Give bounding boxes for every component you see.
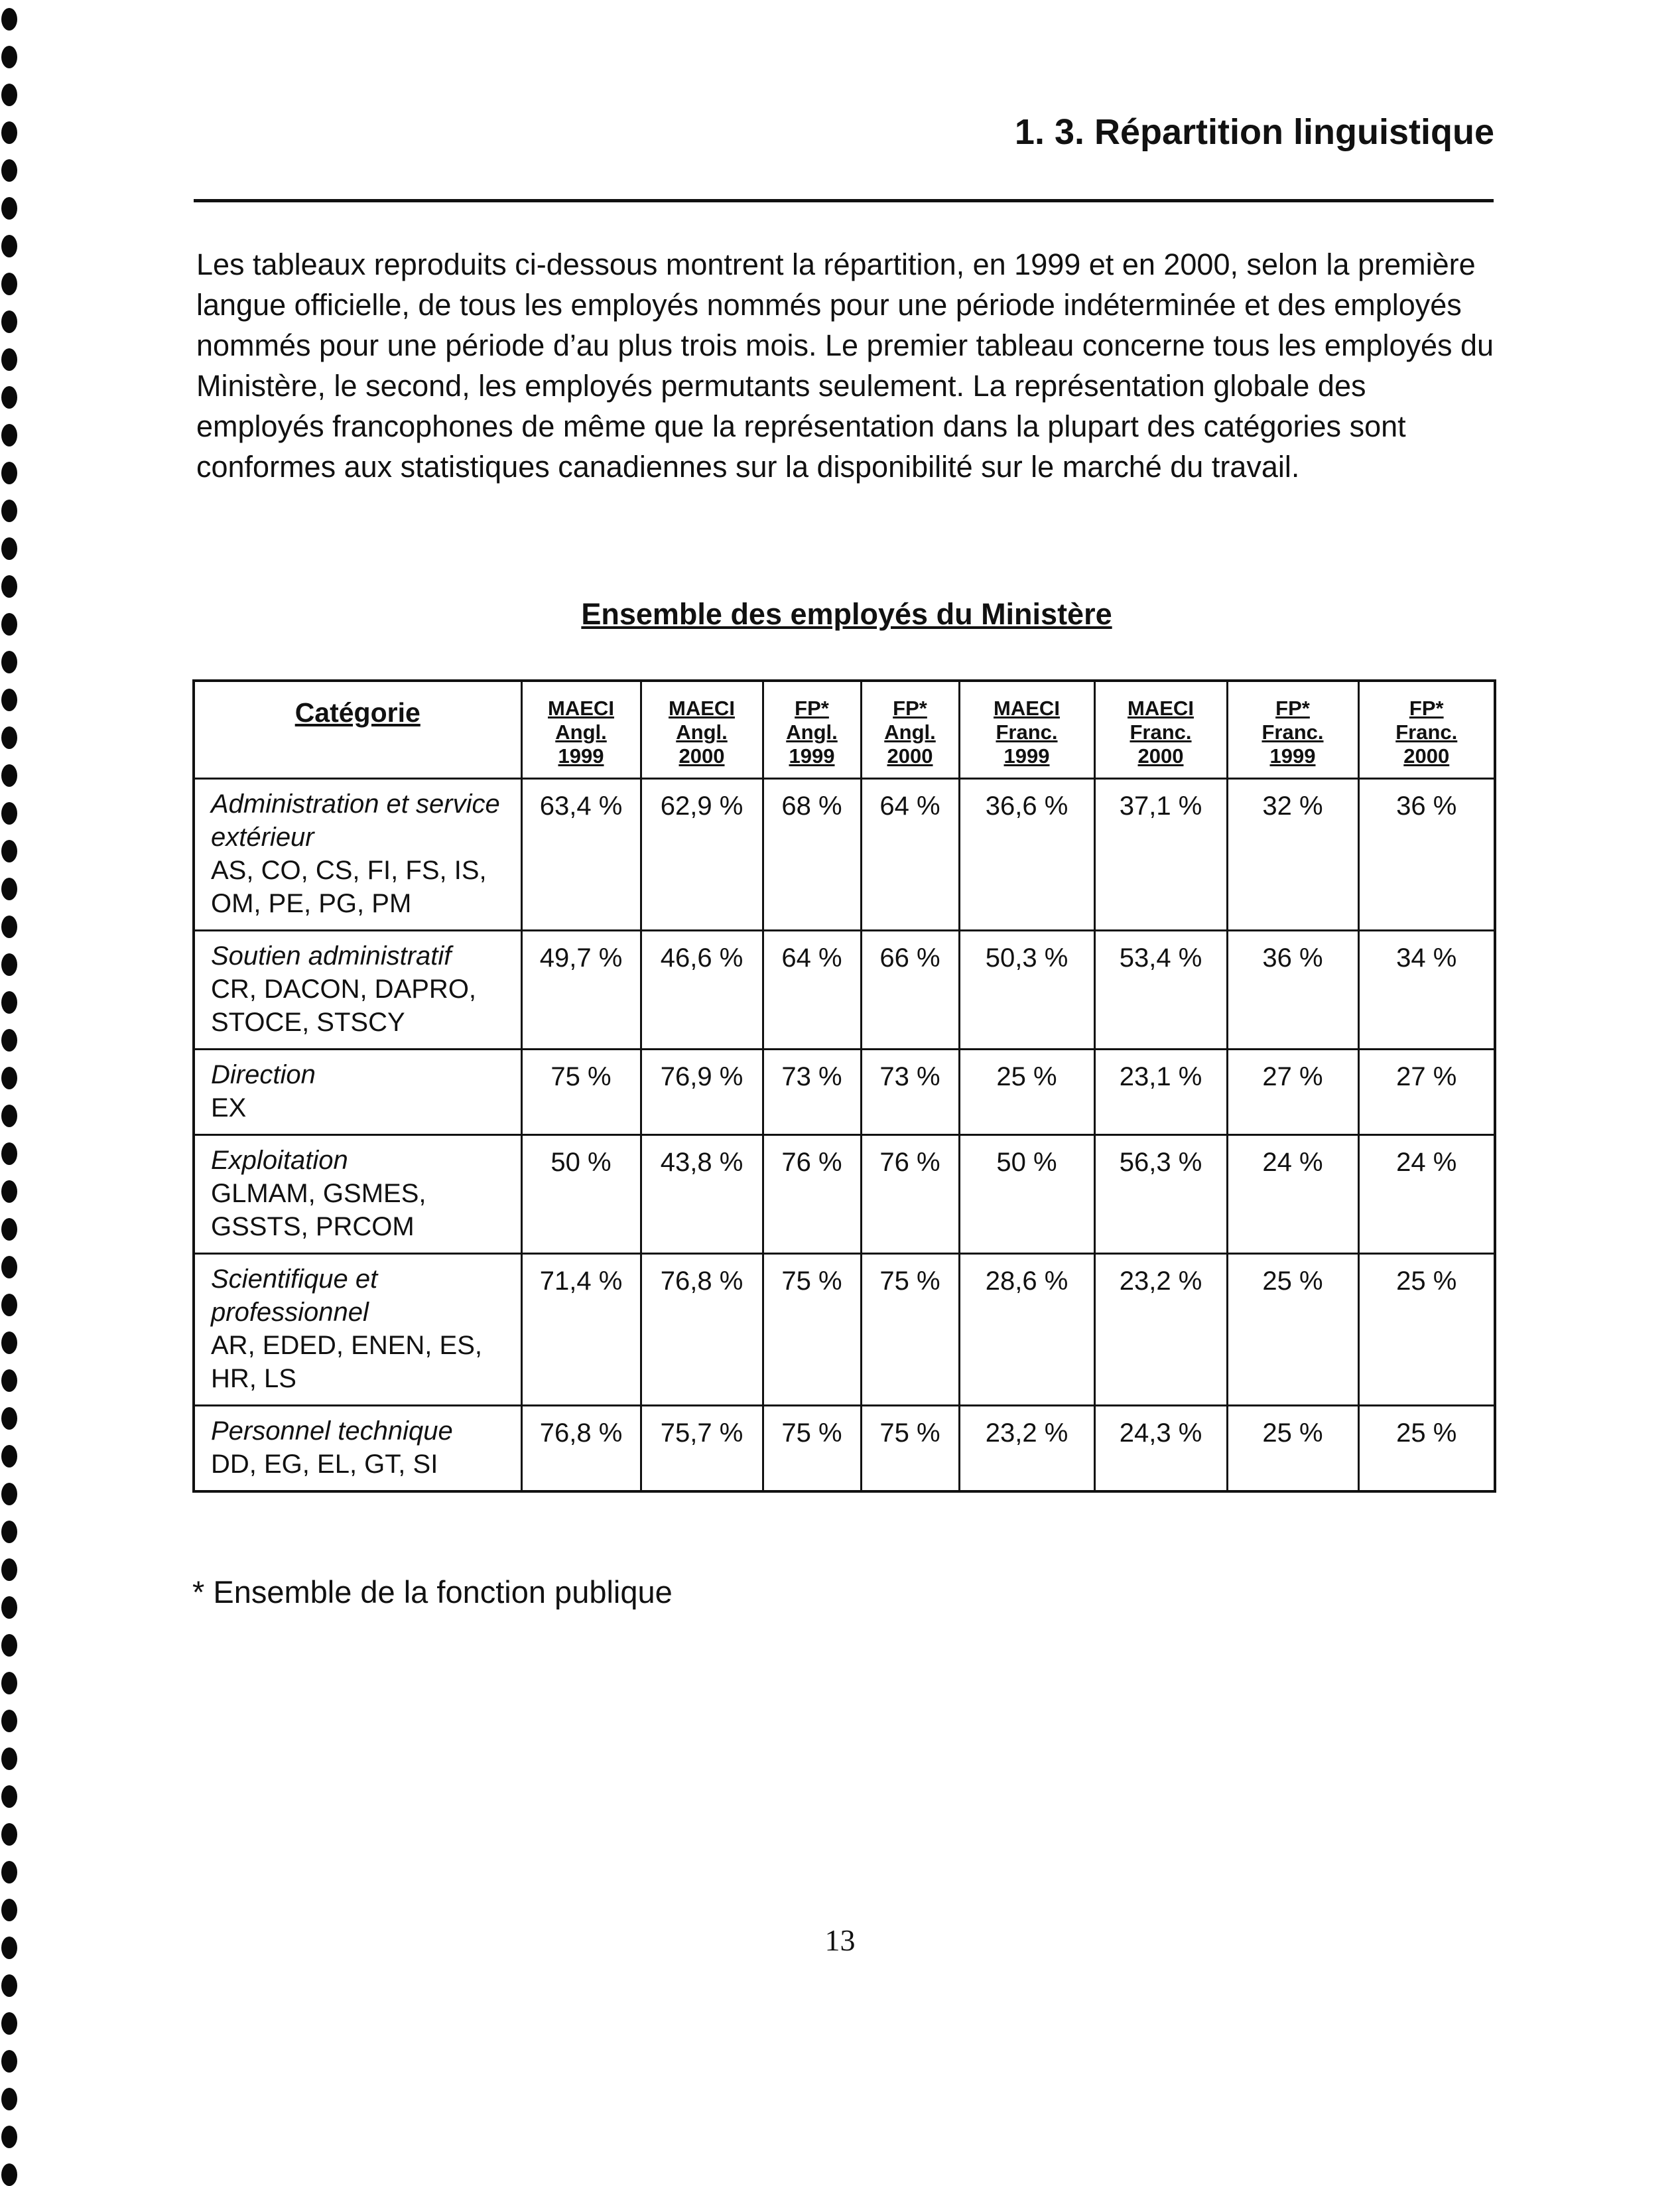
binding-hole [1, 1747, 17, 1770]
column-header-org: FP* [795, 697, 829, 720]
value-cell: 24,3 % [1094, 1406, 1227, 1492]
binding-hole [1, 462, 17, 484]
column-header-year: 2000 [678, 744, 725, 768]
binding-hole [1, 1899, 17, 1921]
binding-hole [1, 2012, 17, 2035]
binding-hole [1, 991, 17, 1014]
category-codes: EX [211, 1093, 247, 1123]
value-cell: 66 % [861, 931, 959, 1050]
binding-hole [1, 1218, 17, 1241]
binding-hole [1, 1407, 17, 1430]
value-cell: 24 % [1358, 1135, 1495, 1254]
table-row [194, 1135, 1495, 1254]
binding-hole [1, 1861, 17, 1883]
column-header-org: MAECI [548, 697, 614, 720]
value-cell: 73 % [763, 1050, 861, 1135]
column-header-lang: Franc. [1395, 720, 1458, 744]
category-cell [194, 931, 521, 1050]
value-cell: 36,6 % [959, 779, 1094, 931]
binding-hole [1, 764, 17, 787]
binding-hole [1, 1596, 17, 1619]
table-title: Ensemble des employés du Ministère [581, 597, 1112, 631]
value-cell: 25 % [1358, 1254, 1495, 1406]
binding-hole [1, 1710, 17, 1732]
value-cell: 34 % [1358, 931, 1495, 1050]
column-header-lang: Angl. [555, 720, 607, 744]
value-cell: 25 % [959, 1050, 1094, 1135]
column-header-year: 1999 [1269, 744, 1316, 768]
category-codes: GLMAM, GSMES, GSSTS, PRCOM [211, 1179, 426, 1241]
binding-hole [1, 1483, 17, 1505]
value-cell: 68 % [763, 779, 861, 931]
value-cell: 76,9 % [641, 1050, 763, 1135]
value-cell: 64 % [861, 779, 959, 931]
value-cell: 27 % [1227, 1050, 1358, 1135]
column-header-lang: Franc. [996, 720, 1058, 744]
value-cell: 23,2 % [959, 1406, 1094, 1492]
column-header-org: FP* [1409, 697, 1444, 720]
binding-holes [0, 0, 27, 2181]
binding-hole [1, 1369, 17, 1392]
value-cell: 71,4 % [521, 1254, 641, 1406]
column-header-org: MAECI [994, 697, 1060, 720]
column-header-org: FP* [893, 697, 927, 720]
page-number: 13 [824, 1923, 856, 1957]
binding-hole [1, 1672, 17, 1694]
table-header-row [194, 681, 1495, 779]
binding-hole [1, 2088, 17, 2110]
binding-hole [1, 802, 17, 825]
value-cell: 43,8 % [641, 1135, 763, 1254]
column-header-lang: Angl. [786, 720, 838, 744]
value-cell: 75 % [763, 1254, 861, 1406]
table-row [194, 1254, 1495, 1406]
binding-hole [1, 575, 17, 598]
category-cell [194, 779, 521, 931]
column-header-lang: Franc. [1261, 720, 1324, 744]
value-cell: 75 % [861, 1254, 959, 1406]
column-header-year: 1999 [789, 744, 835, 768]
category-cell [194, 1135, 521, 1254]
table-body [194, 779, 1495, 1492]
category-codes: DD, EG, EL, GT, SI [211, 1450, 438, 1479]
value-cell: 25 % [1358, 1406, 1495, 1492]
value-cell: 36 % [1358, 779, 1495, 931]
column-header-org: MAECI [669, 697, 735, 720]
column-header-year: 1999 [558, 744, 604, 768]
value-cell: 73 % [861, 1050, 959, 1135]
column-header-year: 1999 [1003, 744, 1050, 768]
category-name: Personnel technique [211, 1416, 453, 1446]
column-header-year: 2000 [1137, 744, 1184, 768]
value-cell: 75,7 % [641, 1406, 763, 1492]
category-name: Exploitation [211, 1146, 348, 1175]
value-cell: 25 % [1227, 1254, 1358, 1406]
value-cell: 36 % [1227, 931, 1358, 1050]
value-cell: 63,4 % [521, 779, 641, 931]
binding-hole [1, 1445, 17, 1468]
value-cell: 50 % [521, 1135, 641, 1254]
category-cell [194, 1254, 521, 1406]
binding-hole [1, 1256, 17, 1278]
binding-hole [1, 1067, 17, 1089]
value-cell: 76,8 % [641, 1254, 763, 1406]
category-codes: AR, EDED, ENEN, ES, HR, LS [211, 1331, 482, 1393]
column-header-year: 2000 [887, 744, 933, 768]
value-cell: 75 % [861, 1406, 959, 1492]
binding-hole [1, 46, 17, 68]
column-header [521, 681, 641, 779]
column-header-lang: Angl. [884, 720, 936, 744]
binding-hole [1, 1332, 17, 1354]
column-header [641, 681, 763, 779]
value-cell: 76 % [763, 1135, 861, 1254]
value-cell: 62,9 % [641, 779, 763, 931]
column-header-org: FP* [1275, 697, 1310, 720]
table-row [194, 779, 1495, 931]
category-name: Soutien administratif [211, 941, 452, 971]
value-cell: 76,8 % [521, 1406, 641, 1492]
value-cell: 37,1 % [1094, 779, 1227, 931]
binding-hole [1, 537, 17, 560]
value-cell: 46,6 % [641, 931, 763, 1050]
binding-hole [1, 726, 17, 749]
table-row [194, 1050, 1495, 1135]
category-codes: CR, DACON, DAPRO, STOCE, STSCY [211, 975, 477, 1037]
binding-hole [1, 310, 17, 333]
binding-hole [1, 1974, 17, 1997]
binding-hole [1, 2163, 17, 2186]
binding-hole [1, 689, 17, 711]
binding-hole [1, 1105, 17, 1127]
column-header-year: 2000 [1403, 744, 1450, 768]
footnote: * Ensemble de la fonction publique [192, 1574, 673, 1609]
binding-hole [1, 348, 17, 371]
binding-hole [1, 235, 17, 257]
binding-hole [1, 953, 17, 976]
column-header-lang: Franc. [1130, 720, 1192, 744]
binding-hole [1, 1180, 17, 1203]
value-cell: 76 % [861, 1135, 959, 1254]
binding-hole [1, 1029, 17, 1052]
value-cell: 75 % [521, 1050, 641, 1135]
binding-hole [1, 1634, 17, 1657]
binding-hole [1, 1142, 17, 1165]
binding-hole [1, 878, 17, 900]
value-cell: 53,4 % [1094, 931, 1227, 1050]
column-header [861, 681, 959, 779]
distribution-table-wrapper [192, 679, 1494, 1493]
binding-hole [1, 8, 17, 31]
value-cell: 56,3 % [1094, 1135, 1227, 1254]
binding-hole [1, 840, 17, 862]
binding-hole [1, 916, 17, 938]
column-header [1227, 681, 1358, 779]
binding-hole [1, 386, 17, 409]
binding-hole [1, 159, 17, 182]
table-row [194, 931, 1495, 1050]
value-cell: 50 % [959, 1135, 1094, 1254]
distribution-table [192, 679, 1496, 1493]
category-header: Catégorie [194, 681, 521, 779]
binding-hole [1, 273, 17, 295]
column-header [1094, 681, 1227, 779]
value-cell: 64 % [763, 931, 861, 1050]
column-header-org: MAECI [1128, 697, 1194, 720]
binding-hole [1, 651, 17, 673]
title-rule [194, 199, 1494, 202]
binding-hole [1, 500, 17, 522]
category-name: Scientifique et professionnel [211, 1264, 378, 1327]
binding-hole [1, 1785, 17, 1808]
value-cell: 32 % [1227, 779, 1358, 931]
value-cell: 75 % [763, 1406, 861, 1492]
binding-hole [1, 1294, 17, 1316]
value-cell: 25 % [1227, 1406, 1358, 1492]
category-name: Administration et service extérieur [211, 789, 500, 852]
binding-hole [1, 121, 17, 144]
category-cell [194, 1050, 521, 1135]
binding-hole [1, 197, 17, 220]
column-header [1358, 681, 1495, 779]
binding-hole [1, 424, 17, 446]
value-cell: 49,7 % [521, 931, 641, 1050]
binding-hole [1, 2126, 17, 2148]
section-title: 1. 3. Répartition linguistique [1014, 112, 1494, 152]
value-cell: 27 % [1358, 1050, 1495, 1135]
binding-hole [1, 84, 17, 106]
binding-hole [1, 1823, 17, 1846]
table-row [194, 1406, 1495, 1492]
binding-hole [1, 2050, 17, 2073]
value-cell: 24 % [1227, 1135, 1358, 1254]
intro-paragraph: Les tableaux reproduits ci-dessous montrent la répartition, en 1999 et en 2000, selon la première langue officielle, de tous les employés nommés pour une période indéterminée et des employés nommés pour une période d’au plus trois mois. Le premier tableau concerne tous les employés du Ministère, le second, les employés permutants seulement. La représentation globale des employés francophones de même que la représentation dans la plupart des catégories sont conformes aux statistiques canadiennes sur la disponibilité sur le marché du travail. [196, 247, 1494, 484]
category-cell [194, 1406, 521, 1492]
value-cell: 23,1 % [1094, 1050, 1227, 1135]
column-header-lang: Angl. [676, 720, 728, 744]
value-cell: 28,6 % [959, 1254, 1094, 1406]
column-header [959, 681, 1094, 779]
category-name: Direction [211, 1060, 316, 1089]
binding-hole [1, 1521, 17, 1543]
binding-hole [1, 1558, 17, 1581]
category-codes: AS, CO, CS, FI, FS, IS, OM, PE, PG, PM [211, 856, 487, 918]
column-header [763, 681, 861, 779]
value-cell: 23,2 % [1094, 1254, 1227, 1406]
value-cell: 50,3 % [959, 931, 1094, 1050]
